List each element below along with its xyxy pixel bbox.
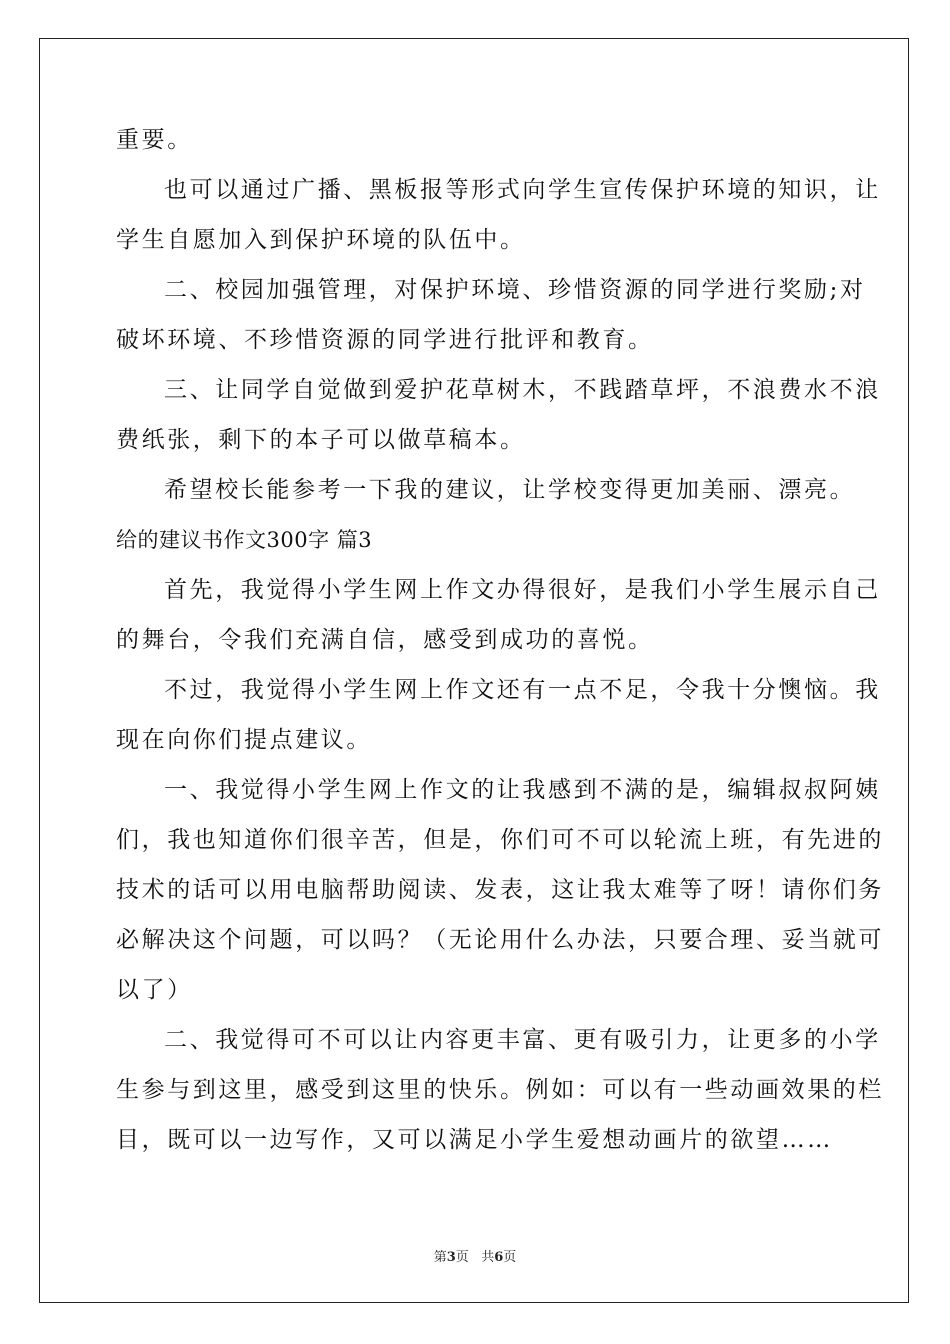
- text-line: 的舞台，令我们充满自信，感受到成功的喜悦。: [116, 627, 654, 653]
- text-line: 首先，我觉得小学生网上作文办得很好，是我们小学生展示自己: [164, 577, 881, 603]
- total-suffix: 页: [503, 1250, 517, 1265]
- page-prefix: 第: [433, 1250, 447, 1265]
- text-line: 学生自愿加入到保护环境的队伍中。: [116, 227, 526, 253]
- text-line: 技术的话可以用电脑帮助阅读、发表，这让我太难等了呀！请你们务: [116, 877, 884, 903]
- page-footer: [0, 1246, 950, 1265]
- text-line: 破坏环境、不珍惜资源的同学进行批评和教育。: [116, 327, 654, 353]
- text-line: 费纸张，剩下的本子可以做草稿本。: [116, 427, 526, 453]
- text-line: 目，既可以一边写作，又可以满足小学生爱想动画片的欲望……: [116, 1127, 833, 1153]
- page-suffix: 页: [455, 1250, 469, 1265]
- text-line: 也可以通过广播、黑板报等形式向学生宣传保护环境的知识，让: [164, 177, 881, 203]
- total-prefix: 共: [481, 1250, 495, 1265]
- text-line: 们，我也知道你们很辛苦，但是，你们可不可以轮流上班，有先进的: [116, 827, 884, 853]
- text-line: 以了）: [116, 977, 193, 1003]
- text-line: 现在向你们提点建议。: [116, 727, 372, 753]
- text-line: 必解决这个问题，可以吗？（无论用什么办法，只要合理、妥当就可: [116, 927, 884, 953]
- text-line: 希望校长能参考一下我的建议，让学校变得更加美丽、漂亮。: [164, 477, 856, 503]
- total-pages: 6: [494, 1250, 504, 1265]
- page-number: 3: [446, 1250, 456, 1265]
- section-heading: 给的建议书作文300字 篇3: [116, 528, 373, 552]
- text-line: 一、我觉得小学生网上作文的让我感到不满的是，编辑叔叔阿姨: [164, 777, 881, 803]
- text-line: 二、校园加强管理，对保护环境、珍惜资源的同学进行奖励;对: [164, 277, 866, 303]
- text-line: 二、我觉得可不可以让内容更丰富、更有吸引力，让更多的小学: [164, 1027, 881, 1053]
- text-line: 不过，我觉得小学生网上作文还有一点不足，令我十分懊恼。我: [164, 677, 881, 703]
- text-line: 重要。: [116, 127, 193, 153]
- text-line: 三、让同学自觉做到爱护花草树木，不践踏草坪，不浪费水不浪: [164, 377, 881, 403]
- text-line: 生参与到这里，感受到这里的快乐。例如：可以有一些动画效果的栏: [116, 1077, 884, 1103]
